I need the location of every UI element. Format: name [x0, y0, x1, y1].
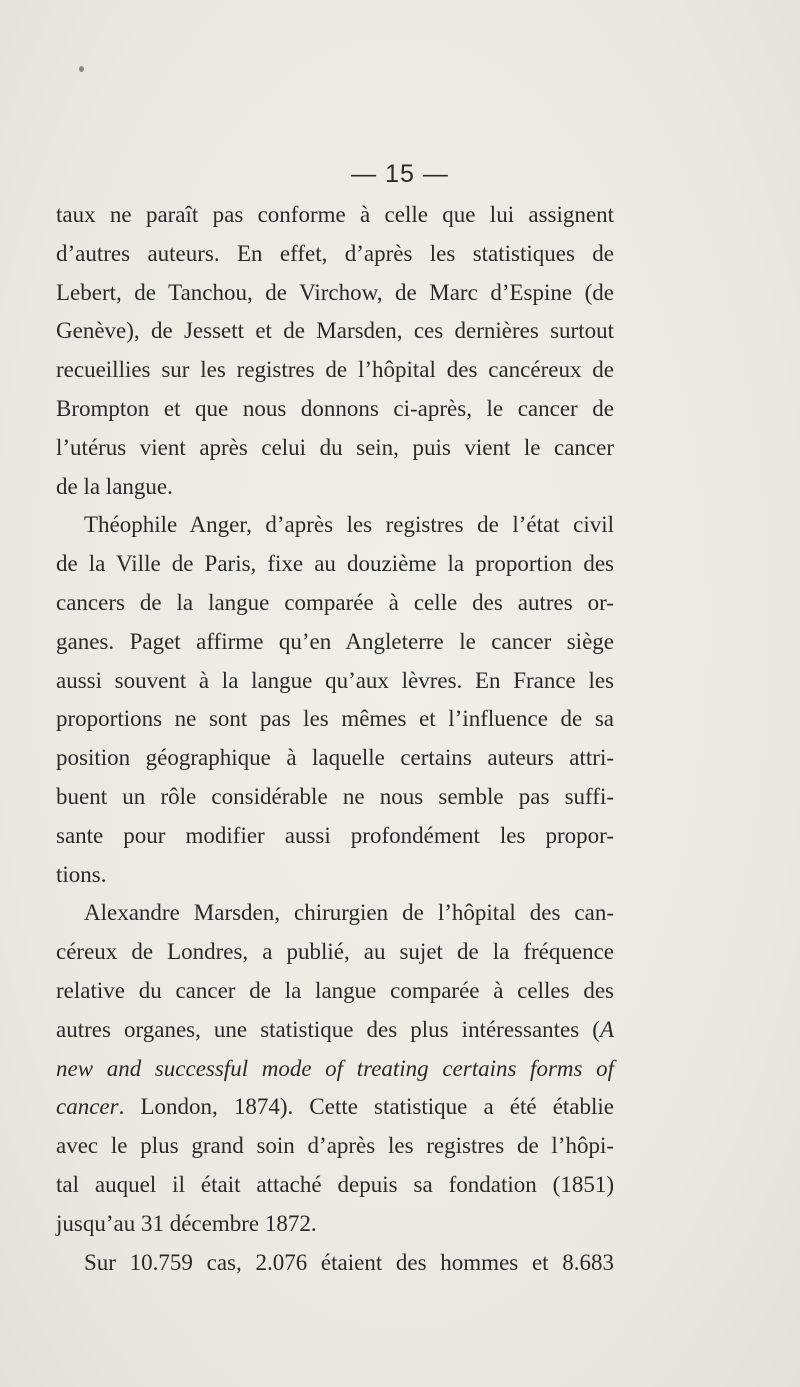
- text-line: taux ne paraît pas conforme à celle que lui assignent: [56, 202, 614, 227]
- text-line: Sur 10.759 cas, 2.076 étaient des hommes et 8.683: [84, 1249, 614, 1275]
- text-line: Lebert, de Tanchou, de Virchow, de Marc d’Espine (de: [56, 279, 614, 305]
- italic-title-line: new and successful mode of treating certains forms of: [56, 1055, 614, 1081]
- text-line: [56, 1088, 614, 1127]
- text-line: tions.: [56, 861, 107, 887]
- text-line: avec le plus grand soin d’après les registres de l’hôpi-: [56, 1133, 614, 1159]
- text-line: relative du cancer de la langue comparée à celles des: [56, 977, 614, 1003]
- text-line: Théophile Anger, d’après les registres de l’état civil: [84, 512, 614, 538]
- text-line: proportions ne sont pas les mêmes et l’influence de sa: [56, 706, 614, 732]
- text-fragment: autres organes, une statistique des plus intéressantes (: [56, 1016, 600, 1042]
- text-line: ganes. Paget affirme qu’en Angleterre le cancer siège: [56, 628, 614, 654]
- text-line: sante pour modifier aussi profondément les propor-: [56, 822, 614, 848]
- text-fragment: . London, 1874). Cette statistique a été établie: [118, 1094, 614, 1120]
- italic-title-start: A: [599, 1016, 614, 1042]
- page-number: — 15 —: [351, 160, 449, 188]
- text-line: céreux de Londres, a publié, au sujet de la fréquence: [56, 939, 614, 965]
- text-line: position géographique à laquelle certains auteurs attri-: [56, 745, 614, 771]
- body-text: [56, 196, 614, 1282]
- text-line: Genève), de Jessett et de Marsden, ces dernières surtout: [56, 318, 614, 344]
- text-line: recueillies sur les registres de l’hôpital des cancéreux de: [56, 357, 614, 383]
- text-line: de la Ville de Paris, fixe au douzième la proportion des: [56, 551, 614, 577]
- text-line: l’utérus vient après celui du sein, puis vient le cancer: [56, 434, 614, 460]
- text-line: Alexandre Marsden, chirurgien de l’hôpital des can-: [84, 900, 614, 926]
- text-line: aussi souvent à la langue qu’aux lèvres. En France les: [56, 667, 614, 693]
- text-line: buent un rôle considérable ne nous semble pas suffi-: [56, 783, 614, 809]
- text-line: jusqu’au 31 décembre 1872.: [56, 1210, 317, 1236]
- ink-speck: [79, 66, 84, 72]
- text-line: de la langue.: [56, 473, 173, 499]
- text-line: tal auquel il était attaché depuis sa fondation (1851): [56, 1171, 614, 1197]
- text-line: cancers de la langue comparée à celle des autres or-: [56, 589, 614, 615]
- italic-title-end: cancer: [56, 1094, 119, 1120]
- text-line: d’autres auteurs. En effet, d’après les statistiques de: [56, 240, 614, 266]
- text-line: Brompton et que nous donnons ci-après, le cancer de: [56, 395, 614, 421]
- text-line: [56, 1011, 614, 1050]
